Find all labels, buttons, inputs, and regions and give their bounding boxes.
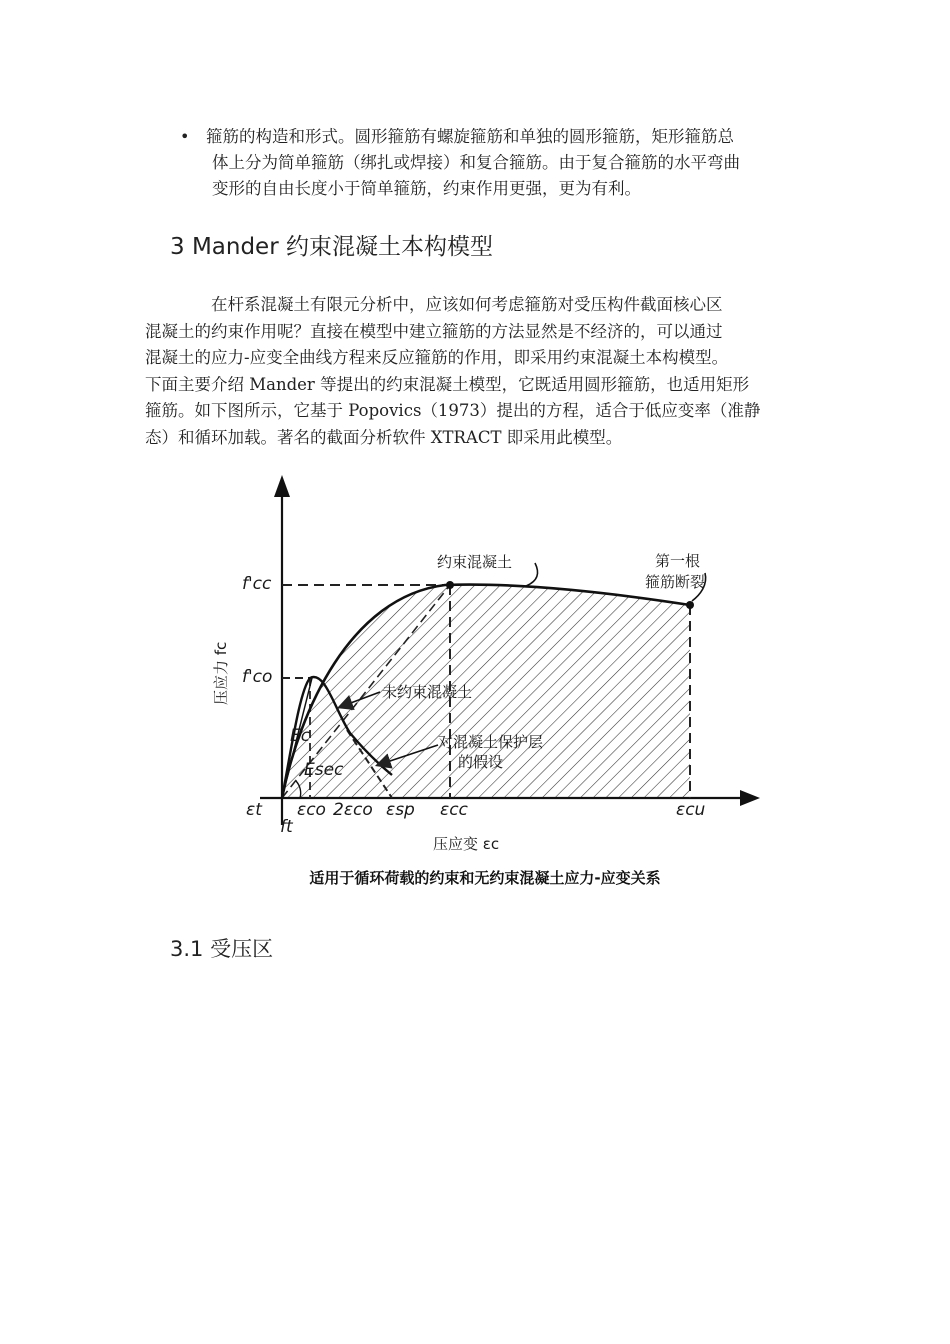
two-eps-co-label: 2εco [333, 800, 373, 820]
x-axis-arrowhead [740, 790, 760, 806]
eps-cc-label: εcc [440, 800, 468, 820]
y-axis-arrowhead [274, 475, 290, 497]
paragraph-line: 在杆系混凝土有限元分析中，应该如何考虑箍筋对受压构件截面核心区 [211, 295, 723, 314]
rupture-label-2: 箍筋断裂 [645, 573, 706, 591]
eps-cu-label: εcu [676, 800, 706, 820]
subsection-heading: 3.1 受压区 [170, 937, 274, 961]
eps-co-label: εco [297, 800, 326, 820]
paragraph-line: 下面主要介绍 Mander 等提出的约束混凝土模型，它既适用圆形箍筋，也适用矩形 [145, 374, 750, 394]
eps-sp-label: εsp [386, 800, 415, 820]
cover-label-1: 对混凝土保护层 [438, 733, 544, 751]
bullet-line: 箍筋的构造和形式。圆形箍筋有螺旋箍筋和单独的圆形箍筋，矩形箍筋总 [206, 127, 734, 146]
section-heading: 3 Mander 约束混凝土本构模型 [170, 234, 493, 260]
bullet-list [180, 124, 820, 202]
esec-label: Esec [304, 760, 344, 780]
confined-peak-point [446, 581, 454, 589]
paragraph-line: 态）和循环加载。著名的截面分析软件 XTRACT 即采用此模型。 [145, 427, 623, 447]
cover-label-2: 的假设 [458, 753, 504, 771]
unconfined-label: 未约束混凝土 [382, 683, 473, 701]
bullet-line: 变形的自由长度小于简单箍筋，约束作用更强，更为有利。 [212, 179, 641, 198]
y-axis-label: 压应力 fc [212, 641, 230, 705]
ec-label: Ec [290, 726, 311, 746]
hoop-fracture-point [686, 601, 694, 609]
bullet-text [206, 124, 820, 202]
bullet-line: 体上分为简单箍筋（绑扎或焊接）和复合箍筋。由于复合箍筋的水平弯曲 [212, 153, 740, 172]
x-axis-label: 压应变 εc [433, 835, 500, 853]
confined-label: 约束混凝土 [437, 553, 513, 571]
paragraph-line: 混凝土的约束作用呢？直接在模型中建立箍筋的方法显然是不经济的，可以通过 [145, 321, 723, 341]
confined-leader [526, 563, 538, 586]
fco-label: f'co [242, 667, 273, 687]
paragraph-line: 箍筋。如下图所示，它基于 Popovics（1973）提出的方程，适合于低应变率（准静 [145, 401, 761, 420]
paragraph-line: 混凝土的应力-应变全曲线方程来反应箍筋的作用，即采用约束混凝土本构模型。 [145, 348, 729, 367]
stress-strain-figure [200, 465, 770, 900]
bullet-marker: • [180, 127, 190, 146]
fcc-label: f'cc [242, 574, 272, 594]
figure-caption: 适用于循环荷载的约束和无约束混凝土应力-应变关系 [309, 869, 661, 887]
body-paragraph [145, 292, 825, 451]
rupture-label-1: 第一根 [655, 552, 701, 570]
eps-t-label: εt [246, 800, 262, 820]
stress-strain-diagram [200, 465, 770, 900]
list-item [180, 124, 820, 202]
ft-label: ft [280, 817, 293, 837]
